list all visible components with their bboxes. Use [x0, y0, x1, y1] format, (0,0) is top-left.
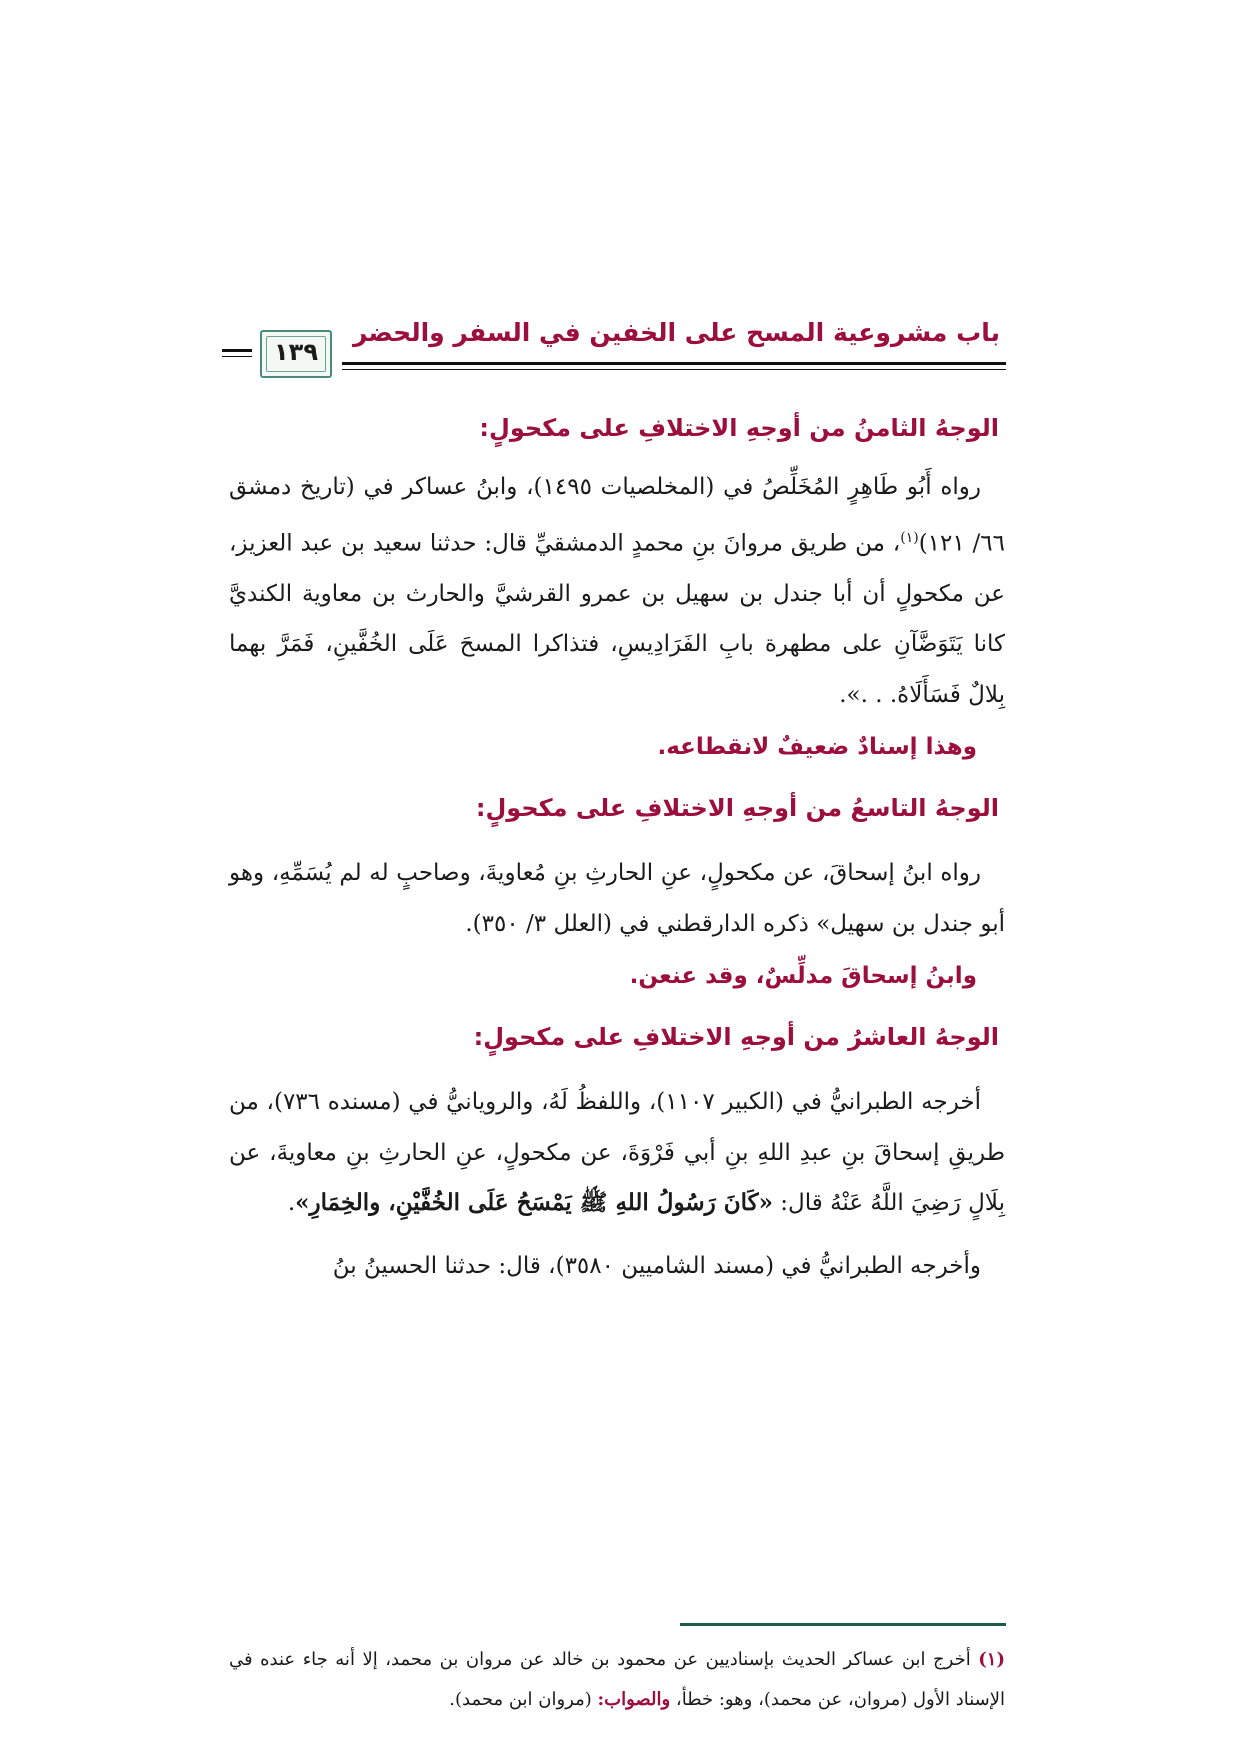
footnote-emphasis: والصواب: — [597, 1689, 671, 1710]
chapter-title: باب مشروعية المسح على الخفين في السفر والحضر — [353, 318, 1000, 347]
header-rule-bottom-right — [342, 369, 1006, 370]
paragraph-1-text-b: ، من طريق مروانَ بنِ محمدٍ الدمشقيِّ قال: حدثنا سعيد بن عبد العزيز، عن مكحولٍ أن أبا جندل بن سهيل بن عمرو القرشيَّ والحارث بن معاوية الكنديَّ كانا يَتَوَضَّآنِ على مطهرة بابِ الفَرَادِيسِ، فتذاكرا المسحَ عَلَى الخُفَّينِ، فَمَرَّ بهما بِلالٌ فَسَأَلَاهُ. . .». — [229, 530, 1005, 708]
paragraph-1-text-a: رواه أَبُو طَاهِرٍ المُخَلِّصُ في (المخلصيات ١٤٩٥)، وابنُ عساكر في (تاريخ دمشق ٦٦/ ١٢١) — [229, 474, 1006, 557]
spacer — [229, 1229, 1005, 1241]
page-header — [222, 318, 1006, 390]
footnote-1 — [229, 1640, 1005, 1720]
page-number: ١٣٩ — [274, 338, 318, 366]
isnad-note-1: وهذا إسنادٌ ضعيفٌ لانقطاعه. — [657, 734, 977, 761]
paragraph-3-text: أخرجه الطبرانيُّ في (الكبير ١١٠٧)، واللفظُ لَهُ، والرويانيُّ في (مسنده ٧٣٦)، من طريقِ إسحاقَ بنِ عبدِ اللهِ بنِ أبي فَرْوَةَ، عن مكحولٍ، عنِ الحارثِ بنِ معاويةَ، عن بِلَالٍ رَضِيَ اللَّهُ عَنْهُ قال: — [229, 1089, 1005, 1217]
paragraph-4: وأخرجه الطبرانيُّ في (مسند الشاميين ٣٥٨٠)، قال: حدثنا الحسينُ بنُ — [332, 1252, 981, 1279]
header-rule-top-left — [222, 349, 252, 352]
paragraph-1 — [229, 462, 1005, 720]
footnote-number: (١) — [978, 1649, 1005, 1670]
header-rule-top-right — [342, 362, 1006, 365]
footnote-reference[interactable]: (١) — [900, 529, 919, 546]
page-content — [229, 400, 1005, 1291]
section-heading-9: الوجهُ التاسعُ من أوجهِ الاختلافِ على مكحولٍ: — [475, 794, 999, 823]
paragraph-2: رواه ابنُ إسحاقَ، عن مكحولٍ، عنِ الحارثِ بنِ مُعاويةَ، وصاحبٍ له لم يُسَمِّهِ، وهو أبو جندل بن سهيل» ذكره الدارقطني في (العلل ٣/ ٣٥٠). — [229, 860, 1005, 937]
paragraph-3 — [229, 1077, 1005, 1229]
header-rule-bottom-left — [222, 356, 252, 357]
hadith-quote: «كَانَ رَسُولُ اللهِ ﷺ يَمْسَحُ عَلَى الخُفَّيْنِ، والخِمَارِ» — [295, 1189, 773, 1217]
footnote-text-a: أخرج ابن عساكر الحديث بإسناديين عن محمود بن خالد عن مروان بن محمد، إلا أنه جاء عنده في الإسناد الأول (مروان، عن محمد)، وهو: خطأ، — [229, 1649, 1005, 1710]
section-heading-10: الوجهُ العاشرُ من أوجهِ الاختلافِ على مكحولٍ: — [473, 1023, 999, 1052]
section-heading-8: الوجهُ الثامنُ من أوجهِ الاختلافِ على مكحولٍ: — [479, 414, 999, 442]
spacer — [229, 1065, 1005, 1077]
footnote-separator — [680, 1623, 1006, 1626]
page-number-frame — [260, 330, 332, 378]
isnad-note-2: وابنُ إسحاقَ مدلِّسٌ، وقد عنعن. — [629, 963, 977, 990]
footnote-text-b: (مروان ابن محمد). — [449, 1689, 598, 1710]
paragraph-3-end: . — [287, 1190, 296, 1217]
spacer — [229, 836, 1005, 848]
